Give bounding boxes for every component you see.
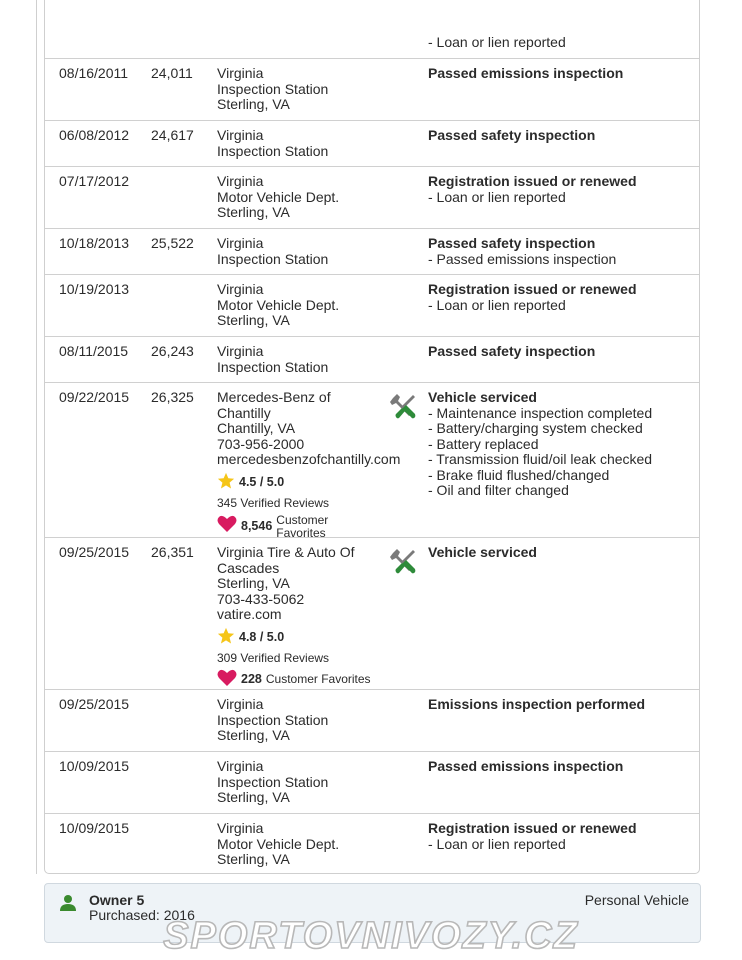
record-date: 10/19/2013: [59, 281, 130, 297]
table-row: [45, 337, 699, 383]
comment-line: - Loan or lien reported: [428, 296, 566, 313]
favorites-label-line: Favorites: [276, 525, 326, 540]
record-source: [217, 759, 328, 806]
record-date: 08/11/2015: [59, 343, 129, 359]
table-row: [45, 121, 699, 167]
comment-title: Registration issued or renewed: [428, 173, 637, 189]
favorites-count: 8,546: [241, 518, 273, 533]
record-source: [217, 66, 328, 113]
record-date: 09/22/2015: [59, 389, 130, 405]
source-line: 703-956-2000: [217, 435, 305, 452]
comment-title: Passed emissions inspection: [428, 758, 624, 774]
table-row: [45, 275, 699, 337]
source-line: Inspection Station: [217, 773, 329, 790]
comment-title: Registration issued or renewed: [428, 820, 637, 836]
record-comments: [428, 282, 637, 313]
shop-rating: [217, 627, 371, 650]
source-line: Virginia: [217, 173, 264, 189]
comment-line: - Passed emissions inspection: [428, 250, 617, 267]
comment-title: Passed safety inspection: [428, 127, 596, 143]
source-line: Virginia: [217, 758, 264, 774]
record-comments: [428, 545, 537, 561]
table-row: [45, 383, 699, 538]
record-mileage: 25,522: [151, 235, 194, 251]
record-comments: [428, 759, 623, 775]
record-source: [217, 344, 328, 375]
favorites-label-line: Customer Favorites: [265, 672, 371, 687]
record-date: 09/25/2015: [59, 544, 130, 560]
rating-value: 4.8 / 5.0: [239, 630, 285, 644]
heart-icon: [217, 669, 237, 692]
comment-title: Passed safety inspection: [428, 343, 596, 359]
source-line: 703-433-5062: [217, 590, 305, 607]
record-date: 07/17/2012: [59, 173, 130, 189]
source-line: Inspection Station: [217, 142, 329, 159]
table-row: [45, 752, 699, 814]
record-date: 10/09/2015: [59, 820, 130, 836]
source-line: Cascades: [217, 559, 280, 576]
favorites-label: [266, 673, 371, 686]
table-row: [45, 814, 699, 874]
record-source: [217, 697, 328, 744]
watermark: [0, 912, 742, 960]
rating-value: 4.5 / 5.0: [239, 475, 285, 489]
source-line: Virginia: [217, 65, 264, 81]
table-row: [45, 59, 699, 121]
source-line: Virginia: [217, 235, 264, 251]
record-comments: [428, 697, 645, 713]
comment-line: - Battery/charging system checked: [428, 420, 643, 436]
record-date: 09/25/2015: [59, 696, 130, 712]
table-row: [45, 538, 699, 690]
source-line: Chantilly: [217, 404, 271, 421]
comment-line: - Maintenance inspection completed: [428, 404, 653, 421]
source-line: Inspection Station: [217, 250, 329, 267]
source-line: Virginia: [217, 696, 264, 712]
record-mileage: 24,617: [151, 127, 194, 143]
source-line: mercedesbenzofchantilly.com: [217, 451, 401, 467]
owner-purchased: Purchased: 2016: [89, 907, 195, 923]
comment-line: - Loan or lien reported: [428, 34, 566, 50]
source-line: Motor Vehicle Dept.: [217, 296, 340, 313]
wrench-screwdriver-icon: [389, 392, 417, 420]
source-line: Sterling, VA: [217, 96, 290, 112]
source-line: Chantilly, VA: [217, 420, 296, 436]
comment-line: - Battery replaced: [428, 435, 539, 452]
watermark-text: SPORTOVNIVOZY.CZ: [163, 915, 579, 957]
page-left-rule: [36, 0, 37, 874]
record-comments: [428, 821, 637, 852]
favorites-label-line: Customer: [276, 512, 329, 527]
comment-title: Emissions inspection performed: [428, 696, 646, 712]
source-line: Virginia: [217, 343, 264, 359]
record-source: [217, 390, 400, 540]
record-mileage: 26,351: [151, 544, 194, 560]
source-line: Inspection Station: [217, 711, 329, 728]
record-source: [217, 282, 339, 329]
source-line: Virginia: [217, 820, 264, 836]
verified-reviews: 345 Verified Reviews: [217, 496, 330, 510]
comment-title: Passed emissions inspection: [428, 65, 624, 81]
star-icon: [217, 472, 235, 495]
heart-icon: [217, 515, 237, 538]
source-line: Virginia: [217, 127, 264, 143]
favorites-count: 228: [241, 672, 262, 686]
verified-reviews: 309 Verified Reviews: [217, 651, 330, 665]
source-line: Virginia Tire & Auto Of: [217, 544, 355, 560]
table-row: [45, 690, 699, 752]
record-date: 06/08/2012: [59, 127, 130, 143]
source-line: vatire.com: [217, 606, 282, 622]
comment-title: Passed safety inspection: [428, 235, 596, 251]
source-line: Mercedes-Benz of: [217, 389, 331, 405]
record-comments: [428, 174, 637, 205]
record-comments: [428, 128, 595, 144]
source-line: Sterling, VA: [217, 312, 290, 328]
record-comments: [428, 35, 566, 51]
source-line: Inspection Station: [217, 358, 329, 375]
comment-title: Registration issued or renewed: [428, 281, 637, 297]
wrench-screwdriver-icon: [389, 547, 417, 575]
record-mileage: 26,325: [151, 389, 194, 405]
record-mileage: 26,243: [151, 343, 194, 359]
record-date: 08/16/2011: [59, 65, 129, 81]
source-line: Sterling, VA: [217, 789, 290, 805]
record-source: [217, 545, 371, 691]
source-line: Sterling, VA: [217, 851, 290, 867]
owner-vehicle-type: Personal Vehicle: [584, 892, 689, 908]
comment-line: - Loan or lien reported: [428, 835, 566, 852]
shop-rating: [217, 472, 400, 495]
favorites-label: [276, 514, 328, 540]
record-date: 10/09/2015: [59, 758, 130, 774]
star-icon: [217, 627, 235, 650]
source-line: Sterling, VA: [217, 575, 290, 591]
source-line: Motor Vehicle Dept.: [217, 188, 340, 205]
comment-line: - Brake fluid flushed/changed: [428, 466, 610, 483]
source-line: Sterling, VA: [217, 727, 290, 743]
table-row: [45, 0, 699, 59]
record-comments: [428, 66, 623, 82]
customer-favorites: [217, 514, 400, 540]
record-comments: [428, 344, 595, 360]
source-line: Motor Vehicle Dept.: [217, 835, 340, 852]
record-source: [217, 821, 339, 868]
table-row: [45, 229, 699, 275]
comment-title: Vehicle serviced: [428, 389, 537, 405]
record-mileage: 24,011: [151, 65, 193, 81]
source-line: Virginia: [217, 281, 264, 297]
record-source: [217, 128, 328, 159]
source-line: Sterling, VA: [217, 204, 290, 220]
comment-line: - Oil and filter changed: [428, 482, 569, 498]
customer-favorites: [217, 669, 371, 692]
comment-line: - Loan or lien reported: [428, 188, 566, 205]
record-comments: [428, 236, 616, 267]
record-comments: [428, 390, 652, 499]
owner-title: Owner 5: [89, 892, 145, 908]
table-row: [45, 167, 699, 229]
record-date: 10/18/2013: [59, 235, 130, 251]
record-source: [217, 174, 339, 221]
comment-title: Vehicle serviced: [428, 544, 537, 560]
record-source: [217, 236, 328, 267]
comment-line: - Transmission fluid/oil leak checked: [428, 451, 653, 467]
source-line: Inspection Station: [217, 80, 329, 97]
